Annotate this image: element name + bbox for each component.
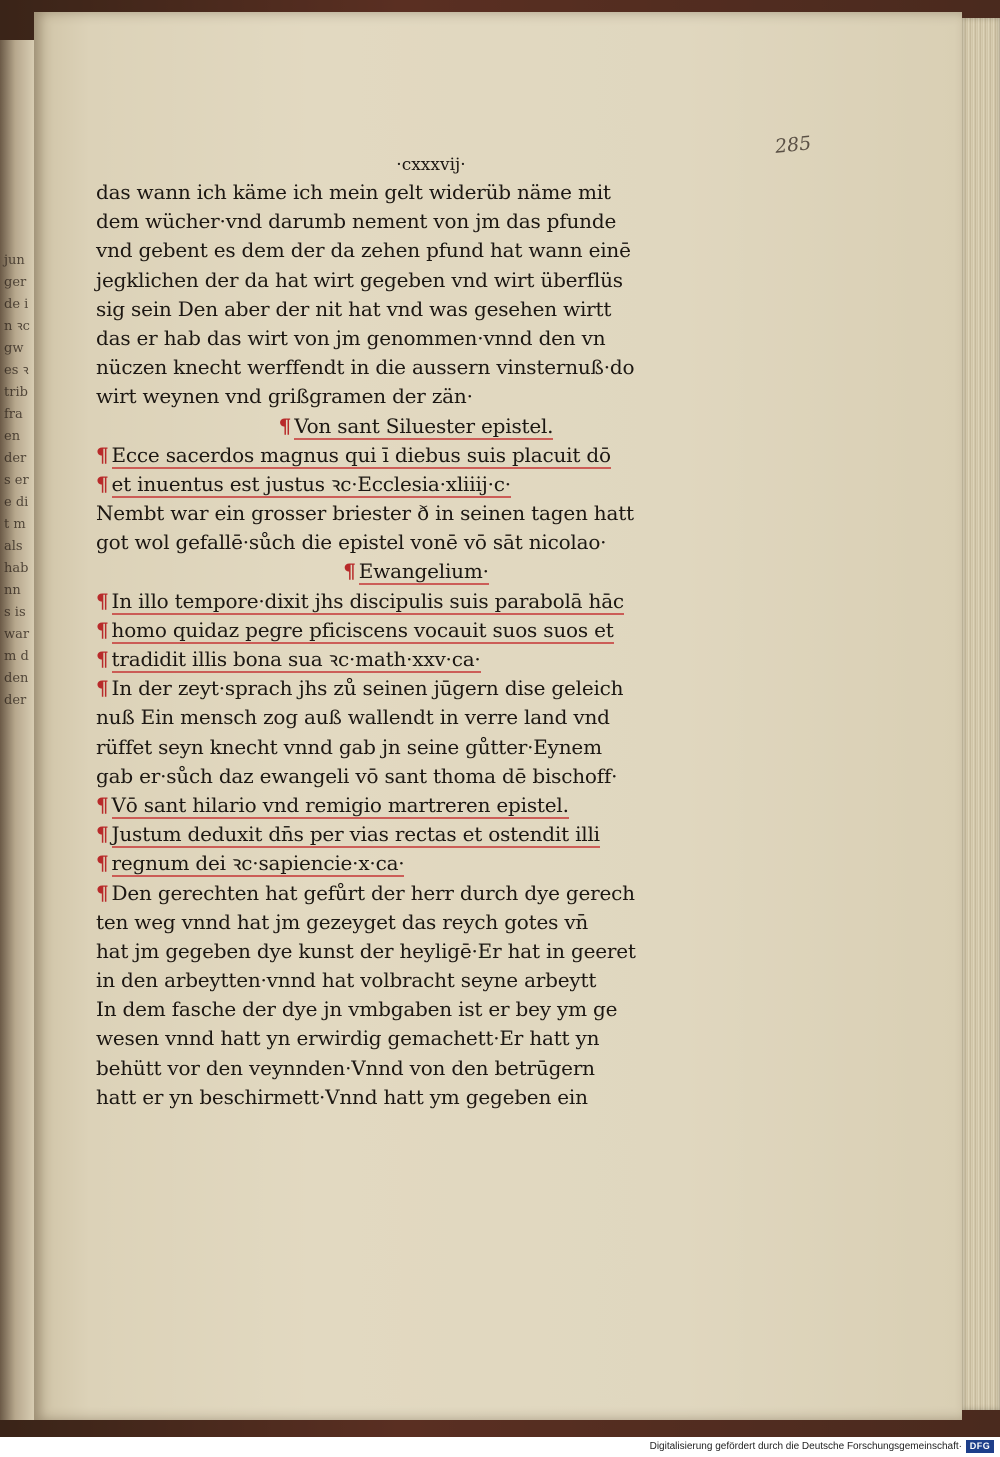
- line-text: et inuentus est justus ꝛc·Ecclesia·xliiij·c·: [111, 471, 511, 496]
- line-text: nuß Ein mensch zog auß wallendt in verre land vnd: [96, 705, 610, 730]
- text-line: [96, 353, 736, 382]
- text-line: [96, 820, 736, 849]
- line-text: In dem fasche der dye jn vmbgaben ist er bey ym ge: [96, 997, 618, 1022]
- line-text: In der zeyt·sprach jhs zů seinen jūgern dise geleich: [111, 676, 624, 701]
- line-text: homo quidaz pegre pficiscens vocauit suos suos et: [111, 617, 614, 642]
- text-line: [96, 441, 736, 470]
- line-text: das wann ich käme ich mein gelt widerüb näme mit: [96, 180, 611, 204]
- line-text: vnd gebent es dem der da zehen pfund hat wann einē: [96, 238, 631, 263]
- left-page-edge: [0, 40, 34, 1420]
- text-lines: [96, 178, 736, 1112]
- text-line: [96, 645, 736, 674]
- text-line: [96, 995, 736, 1024]
- text-line: [96, 1083, 736, 1112]
- text-line: [96, 791, 736, 820]
- line-text: Den gerechten hat gefůrt der herr durch dye gerech: [111, 880, 635, 905]
- pilcrow-mark: ¶: [96, 676, 109, 701]
- line-text: got wol gefallē·sůch die epistel vonē vō sāt nicolao·: [96, 530, 607, 555]
- text-line: [96, 236, 736, 265]
- text-line: [96, 470, 736, 499]
- line-text: behütt vor den veynnden·Vnnd von den betrūgern: [96, 1055, 595, 1080]
- line-text: ten weg vnnd hat jm gezeyget das reych gotes vn̄: [96, 909, 589, 934]
- text-line: [96, 616, 736, 645]
- text-line: [96, 295, 736, 324]
- foliation-number: 285: [773, 132, 813, 158]
- text-line: [96, 207, 736, 236]
- section-heading: [96, 412, 736, 441]
- line-text: Von sant Siluester epistel.: [294, 413, 554, 438]
- line-text: Ecce sacerdos magnus qui ī diebus suis placuit dō: [111, 442, 611, 467]
- text-line: [96, 499, 736, 528]
- text-line: [96, 966, 736, 995]
- pilcrow-mark: ¶: [343, 559, 356, 584]
- text-line: [96, 937, 736, 966]
- line-text: Vō sant hilario vnd remigio martreren epistel.: [111, 792, 569, 817]
- page-edges: [962, 18, 1000, 1410]
- line-text: sig sein Den aber der nit hat vnd was gesehen wirtt: [96, 296, 612, 321]
- line-text: wirt weynen vnd grißgramen der zän·: [96, 384, 473, 409]
- text-line: [96, 674, 736, 703]
- pilcrow-mark: ¶: [278, 413, 292, 438]
- pilcrow-mark: ¶: [96, 442, 109, 467]
- text-line: [96, 703, 736, 732]
- line-text: Ewangelium·: [358, 559, 489, 584]
- left-page-sliver-text: jungerde in ꝛcgwes ꝛtrib fraen der s ere dit mals hab nn s is war m d den der: [4, 253, 30, 708]
- line-text: gab er·sůch daz ewangeli vō sant thoma dē bischoff·: [96, 763, 618, 788]
- text-line: [96, 762, 736, 791]
- text-line: [96, 266, 736, 295]
- text-line: [96, 1024, 736, 1053]
- text-line: [96, 382, 736, 411]
- text-line: [96, 178, 736, 207]
- pilcrow-mark: ¶: [96, 471, 109, 496]
- line-text: dem wücher·vnd darumb nement von jm das pfunde: [96, 209, 617, 234]
- line-text: hatt er yn beschirmett·Vnnd hatt ym gegeben ein: [96, 1084, 588, 1109]
- line-text: nüczen knecht werffendt in die aussern vinsternuß·do: [96, 355, 635, 380]
- footer-credit: Digitalisierung gefördert durch die Deutsche Forschungsgemeinschaft·: [649, 1441, 962, 1452]
- line-text: jegklichen der da hat wirt gegeben vnd wirt überflüs: [96, 267, 623, 292]
- line-text: In illo tempore·dixit jhs discipulis suis parabolā hāc: [111, 588, 624, 613]
- text-block: [96, 152, 736, 1112]
- line-text: regnum dei ꝛc·sapiencie·x·ca·: [111, 851, 405, 876]
- line-text: das er hab das wirt von jm genommen·vnnd den vn: [96, 325, 606, 350]
- dfg-logo: DFG: [966, 1440, 994, 1453]
- line-text: rüffet seyn knecht vnnd gab jn seine gůtter·Eynem: [96, 734, 602, 759]
- pilcrow-mark: ¶: [96, 588, 109, 613]
- line-text: tradidit illis bona sua ꝛc·math·xxv·ca·: [111, 647, 481, 671]
- line-text: Nembt war ein grosser briester ð in seinen tagen hatt: [96, 501, 634, 526]
- line-text: Justum deduxit dn̄s per vias rectas et ostendit illi: [111, 822, 600, 847]
- pilcrow-mark: ¶: [96, 647, 109, 671]
- running-head: ·cxxxvij·: [396, 155, 466, 175]
- text-line: [96, 1054, 736, 1083]
- line-text: hat jm gegeben dye kunst der heyligē·Er hat in geeret: [96, 938, 636, 963]
- text-line: [96, 324, 736, 353]
- pilcrow-mark: ¶: [96, 822, 109, 847]
- line-text: wesen vnnd hatt yn erwirdig gemachett·Er hatt yn: [96, 1026, 600, 1051]
- text-line: [96, 528, 736, 557]
- text-line: [96, 879, 736, 908]
- pilcrow-mark: ¶: [96, 617, 109, 642]
- text-line: [96, 587, 736, 616]
- pilcrow-mark: ¶: [96, 880, 109, 905]
- line-text: in den arbeytten·vnnd hat volbracht seyne arbeytt: [96, 968, 597, 993]
- text-line: [96, 849, 736, 878]
- text-line: [96, 733, 736, 762]
- section-heading: [96, 557, 736, 586]
- text-line: [96, 908, 736, 937]
- pilcrow-mark: ¶: [96, 851, 109, 876]
- pilcrow-mark: ¶: [96, 792, 109, 817]
